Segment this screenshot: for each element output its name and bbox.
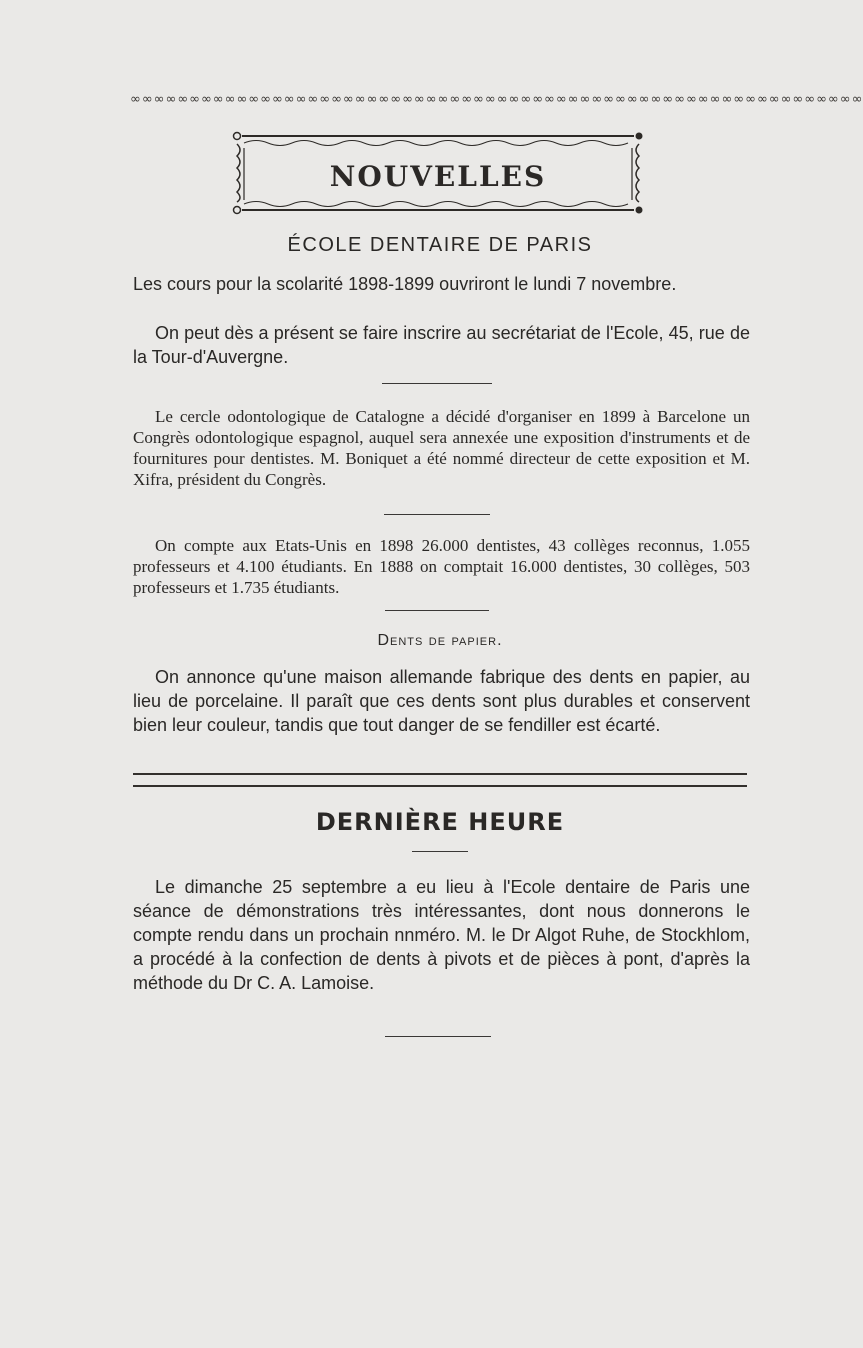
usa-statistics-paragraph: On compte aux Etats-Unis en 1898 26.000 dentistes, 43 collèges reconnus, 1.055 professeurs et 4.100 étudiants. En 1888 on comptait 16.000 dentistes, 30 collèges, 503 professeurs et 1.735 étudiants.	[133, 536, 750, 597]
divider	[382, 383, 492, 384]
divider	[412, 851, 468, 852]
masthead-frame	[232, 130, 644, 216]
demonstration-paragraph: Le dimanche 25 septembre a eu lieu à l'Ecole dentaire de Paris une séance de démonstrations très intéressantes, dont nous donnerons le compte rendu dans un prochain nnméro. M. le Dr Algot Ruhe, de Stockhlom, a procédé à la confection de dents à pivots et de pièces à pont, d'après la méthode du Dr C. A. Lamoise.	[133, 877, 750, 993]
double-divider	[133, 773, 747, 787]
divider	[385, 610, 489, 611]
paper-teeth-paragraph: On annonce qu'une maison allemande fabrique des dents en papier, au lieu de porcelaine. Il paraît que ces dents sont plus durables et conservent bien leur couleur, tandis que tout danger de se fendiller est écarté.	[133, 667, 750, 735]
paper-teeth-heading: Dents de papier.	[377, 632, 503, 649]
last-hour-heading: DERNIÈRE HEURE	[315, 808, 565, 836]
catalogne-paragraph: Le cercle odontologique de Catalogne a décidé d'organiser en 1899 à Barcelone un Congrès odontologique espagnol, auquel sera annexée une exposition d'instruments et de fournitures pour dentistes. M. Boniquet a été nommé directeur de cette exposition et M. Xifra, président du Congrès.	[133, 407, 750, 489]
divider	[384, 514, 490, 515]
masthead-title: NOUVELLES	[329, 160, 547, 193]
divider	[385, 1036, 491, 1037]
course-paragraph: Les cours pour la scolarité 1898-1899 ouvriront le lundi 7 novembre.	[133, 274, 677, 294]
ornament-border: ∞∞∞∞∞∞∞∞∞∞∞∞∞∞∞∞∞∞∞∞∞∞∞∞∞∞∞∞∞∞∞∞∞∞∞∞∞∞∞∞∞∞∞∞∞∞∞∞∞∞∞∞∞∞∞∞∞∞∞∞∞∞	[130, 92, 863, 107]
school-heading: ÉCOLE DENTAIRE DE PARIS	[287, 234, 593, 256]
registration-paragraph: On peut dès a présent se faire inscrire au secrétariat de l'Ecole, 45, rue de la Tour-d'Auvergne.	[133, 323, 750, 367]
